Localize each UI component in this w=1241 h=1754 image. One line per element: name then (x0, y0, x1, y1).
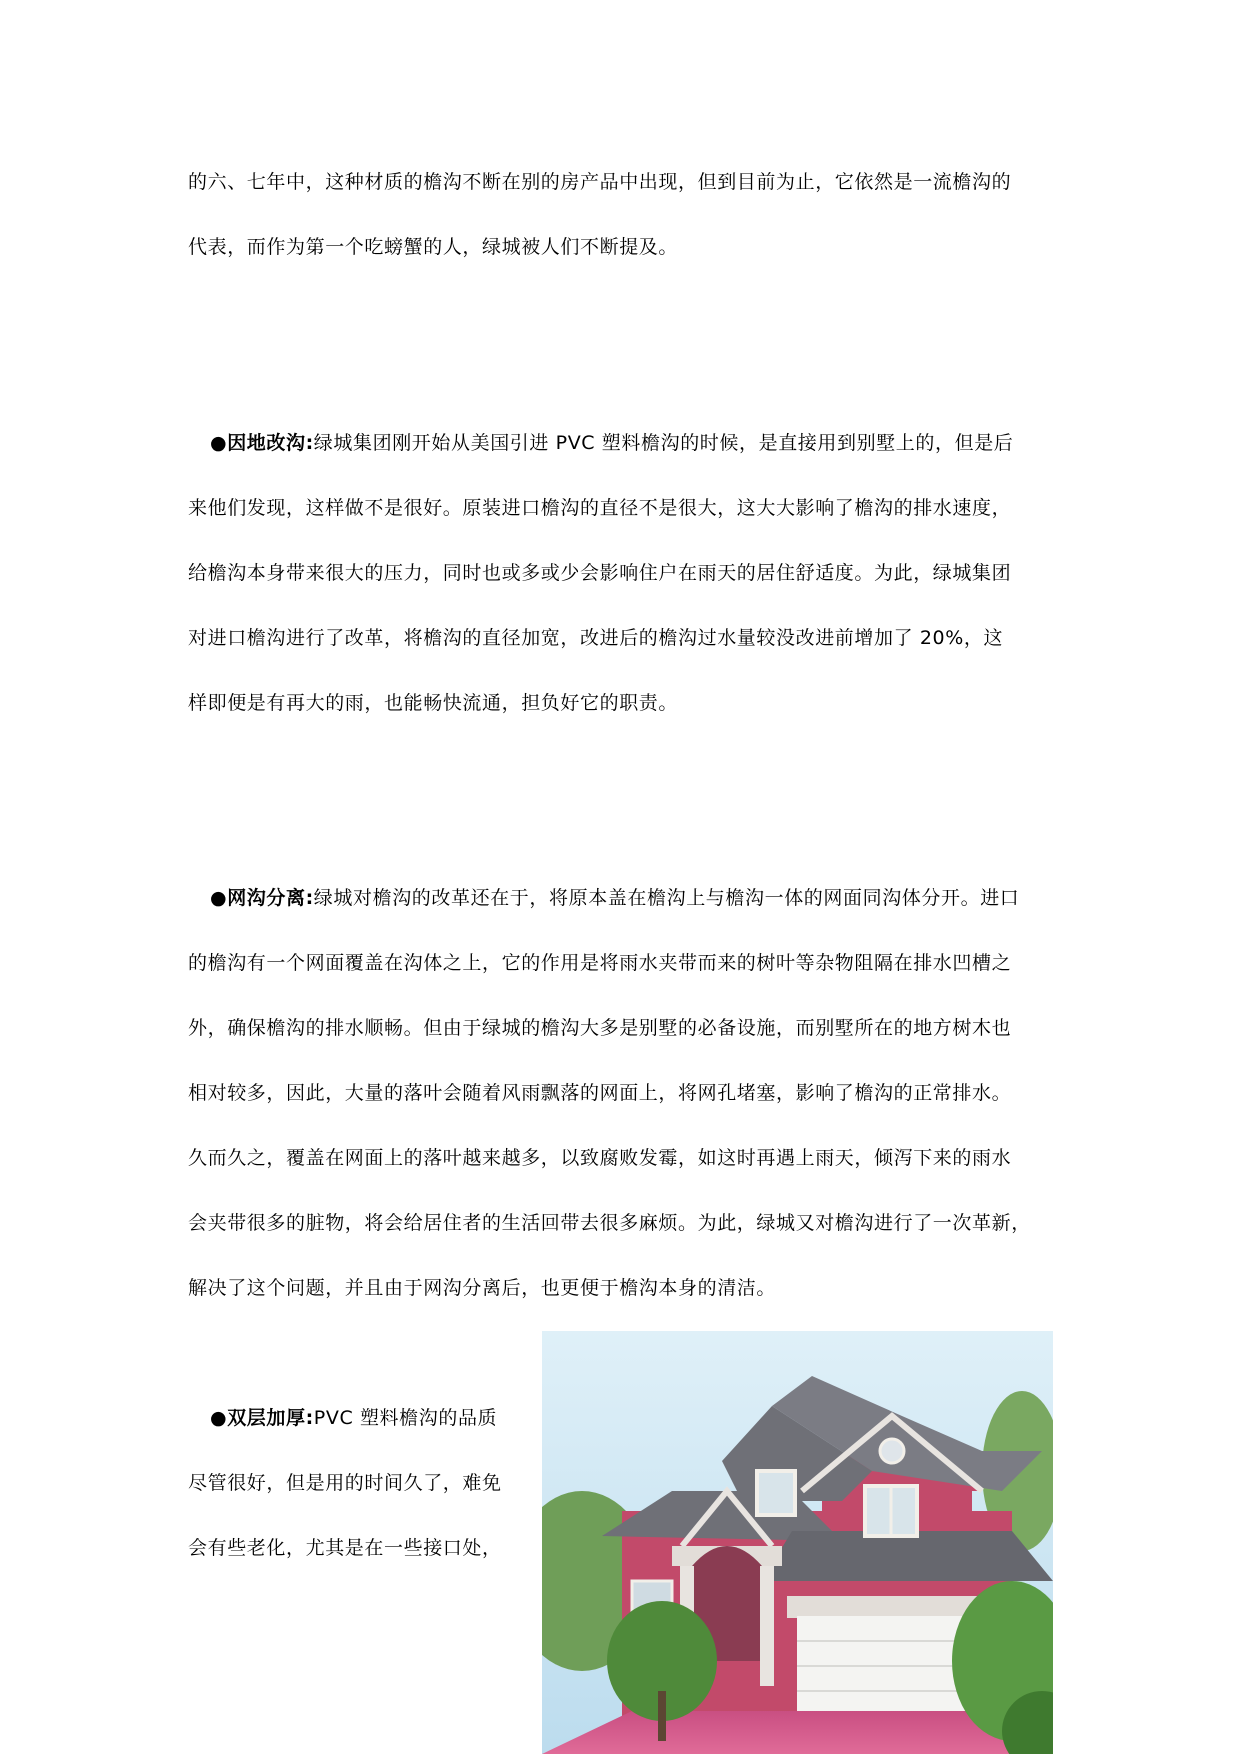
body-line: 会夹带很多的脏物，将会给居住者的生活回带去很多麻烦。为此，绿城又对檐沟进行了一次革新， (188, 1212, 1031, 1234)
bullet-icon: ● (210, 432, 228, 454)
villa-photo (542, 1331, 1053, 1754)
section-wanggou-first-line (210, 885, 1019, 911)
section-yindi-first-line (210, 430, 1013, 456)
bullet-icon: ● (210, 1407, 228, 1429)
body-line: 相对较多，因此，大量的落叶会随着风雨飘落的网面上，将网孔堵塞，影响了檐沟的正常排水。 (188, 1082, 1012, 1104)
section-heading: 因地改沟: (227, 432, 314, 454)
body-line: 的檐沟有一个网面覆盖在沟体之上，它的作用是将雨水夹带而来的树叶等杂物阻隔在排水凹槽之 (188, 952, 1012, 974)
body-line: 代表，而作为第一个吃螃蟹的人，绿城被人们不断提及。 (188, 236, 679, 258)
body-text: 绿城集团刚开始从美国引进 PVC 塑料檐沟的时候，是直接用到别墅上的，但是后 (313, 432, 1014, 454)
body-line: 样即便是有再大的雨，也能畅快流通，担负好它的职责。 (188, 692, 679, 714)
body-line: 外，确保檐沟的排水顺畅。但由于绿城的檐沟大多是别墅的必备设施，而别墅所在的地方树木也 (188, 1017, 1012, 1039)
body-line: 的六、七年中，这种材质的檐沟不断在别的房产品中出现，但到目前为止，它依然是一流檐沟的 (188, 171, 1012, 193)
body-text: PVC 塑料檐沟的品质 (313, 1407, 498, 1429)
body-line: 给檐沟本身带来很大的压力，同时也或多或少会影响住户在雨天的居住舒适度。为此，绿城集团 (188, 562, 1012, 584)
bullet-icon: ● (210, 887, 228, 909)
body-line: 来他们发现，这样做不是很好。原装进口檐沟的直径不是很大，这大大影响了檐沟的排水速度， (188, 497, 1012, 519)
section-heading: 网沟分离: (227, 887, 314, 909)
section-shuangceng-first-line (210, 1405, 497, 1431)
section-heading: 双层加厚: (227, 1407, 314, 1429)
body-line: 对进口檐沟进行了改革，将檐沟的直径加宽，改进后的檐沟过水量较没改进前增加了 20%，这 (188, 627, 1004, 649)
body-text: 绿城对檐沟的改革还在于，将原本盖在檐沟上与檐沟一体的网面同沟体分开。进口 (313, 887, 1020, 909)
body-line: 会有些老化，尤其是在一些接口处， (188, 1537, 502, 1559)
body-line: 尽管很好，但是用的时间久了，难免 (188, 1472, 502, 1494)
body-line: 解决了这个问题，并且由于网沟分离后，也更便于檐沟本身的清洁。 (188, 1277, 777, 1299)
body-line: 久而久之，覆盖在网面上的落叶越来越多，以致腐败发霉，如这时再遇上雨天，倾泻下来的雨水 (188, 1147, 1012, 1169)
